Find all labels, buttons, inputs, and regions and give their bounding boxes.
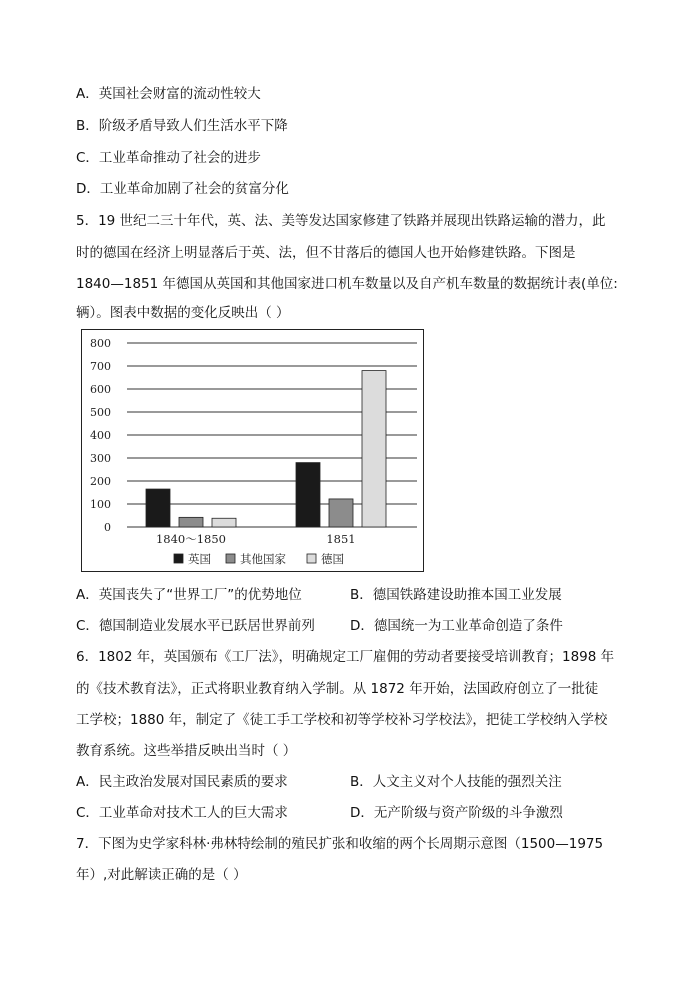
y-tick-label: 800 xyxy=(90,337,111,350)
q5-stem-line-2: 时的德国在经济上明显落后于英、法，但不甘落后的德国人也开始修建铁路。下图是 xyxy=(76,245,576,261)
q6-stem-line-1: 6．1802 年，英国颁布《工厂法》，明确规定工厂雇佣的劳动者要接受培训教育；1898 年 xyxy=(76,649,615,665)
legend-label: 其他国家 xyxy=(240,552,286,566)
y-tick-label: 500 xyxy=(90,406,111,419)
legend-swatch-其他国家 xyxy=(226,554,235,563)
legend-swatch-德国 xyxy=(307,554,316,563)
y-tick-label: 700 xyxy=(90,360,111,373)
prev-option-d: D．工业革命加剧了社会的贫富分化 xyxy=(76,181,289,197)
legend-label: 英国 xyxy=(188,552,211,566)
prev-option-c: C．工业革命推动了社会的进步 xyxy=(76,150,261,166)
q7-stem-line-2: 年）,对此解读正确的是（ ） xyxy=(76,867,247,883)
q6-stem-line-3: 工学校；1880 年，制定了《徒工手工学校和初等学校补习学校法》，把徒工学校纳入学校 xyxy=(76,712,608,728)
q6-option-c: C．工业革命对技术工人的巨大需求 xyxy=(76,805,288,821)
bar-其他国家-1851 xyxy=(329,499,353,527)
bar-德国-1851 xyxy=(362,371,386,527)
bar-chart xyxy=(81,329,424,572)
q5-stem-line-4: 辆）。图表中数据的变化反映出（ ） xyxy=(76,305,290,321)
q5-option-b: B．德国铁路建设助推本国工业发展 xyxy=(350,587,562,603)
y-tick-label: 100 xyxy=(90,498,111,511)
chart-svg xyxy=(82,330,423,571)
q6-stem-line-2: 的《技术教育法》，正式将职业教育纳入学制。从 1872 年开始，法国政府创立了一批徒 xyxy=(76,681,599,697)
q7-stem-line-1: 7．下图为史学家科林·弗林特绘制的殖民扩张和收缩的两个长周期示意图（1500—1975 xyxy=(76,836,604,852)
legend-swatch-英国 xyxy=(174,554,183,563)
bar-英国-1851 xyxy=(296,463,320,527)
q6-option-d: D．无产阶级与资产阶级的斗争激烈 xyxy=(350,805,563,821)
y-tick-label: 600 xyxy=(90,383,111,396)
y-tick-label: 300 xyxy=(90,452,111,465)
q5-option-c: C．德国制造业发展水平已跃居世界前列 xyxy=(76,618,315,634)
q5-option-a: A．英国丧失了“世界工厂”的优势地位 xyxy=(76,587,302,603)
x-category-label: 1840～1850 xyxy=(155,532,227,546)
y-tick-label: 200 xyxy=(90,475,111,488)
legend-label: 德国 xyxy=(321,552,344,566)
q6-stem-line-4: 教育系统。这些举措反映出当时（ ） xyxy=(76,743,297,759)
x-category-label: 1851 xyxy=(326,532,356,546)
y-tick-label: 400 xyxy=(90,429,111,442)
prev-option-b: B．阶级矛盾导致人们生活水平下降 xyxy=(76,118,288,134)
q5-stem-line-1: 5．19 世纪二三十年代，英、法、美等发达国家修建了铁路并展现出铁路运输的潜力，此 xyxy=(76,213,606,229)
bar-其他国家-1840～1850 xyxy=(179,517,203,527)
bar-德国-1840～1850 xyxy=(212,518,236,527)
q5-stem-line-3: 1840—1851 年德国从英国和其他国家进口机车数量以及自产机车数量的数据统计表(单位: xyxy=(76,276,618,292)
y-tick-label: 0 xyxy=(104,521,111,534)
bar-英国-1840～1850 xyxy=(146,489,170,527)
q5-option-d: D．德国统一为工业革命创造了条件 xyxy=(350,618,563,634)
prev-option-a: A．英国社会财富的流动性较大 xyxy=(76,86,261,102)
q6-option-a: A．民主政治发展对国民素质的要求 xyxy=(76,774,288,790)
q6-option-b: B．人文主义对个人技能的强烈关注 xyxy=(350,774,562,790)
